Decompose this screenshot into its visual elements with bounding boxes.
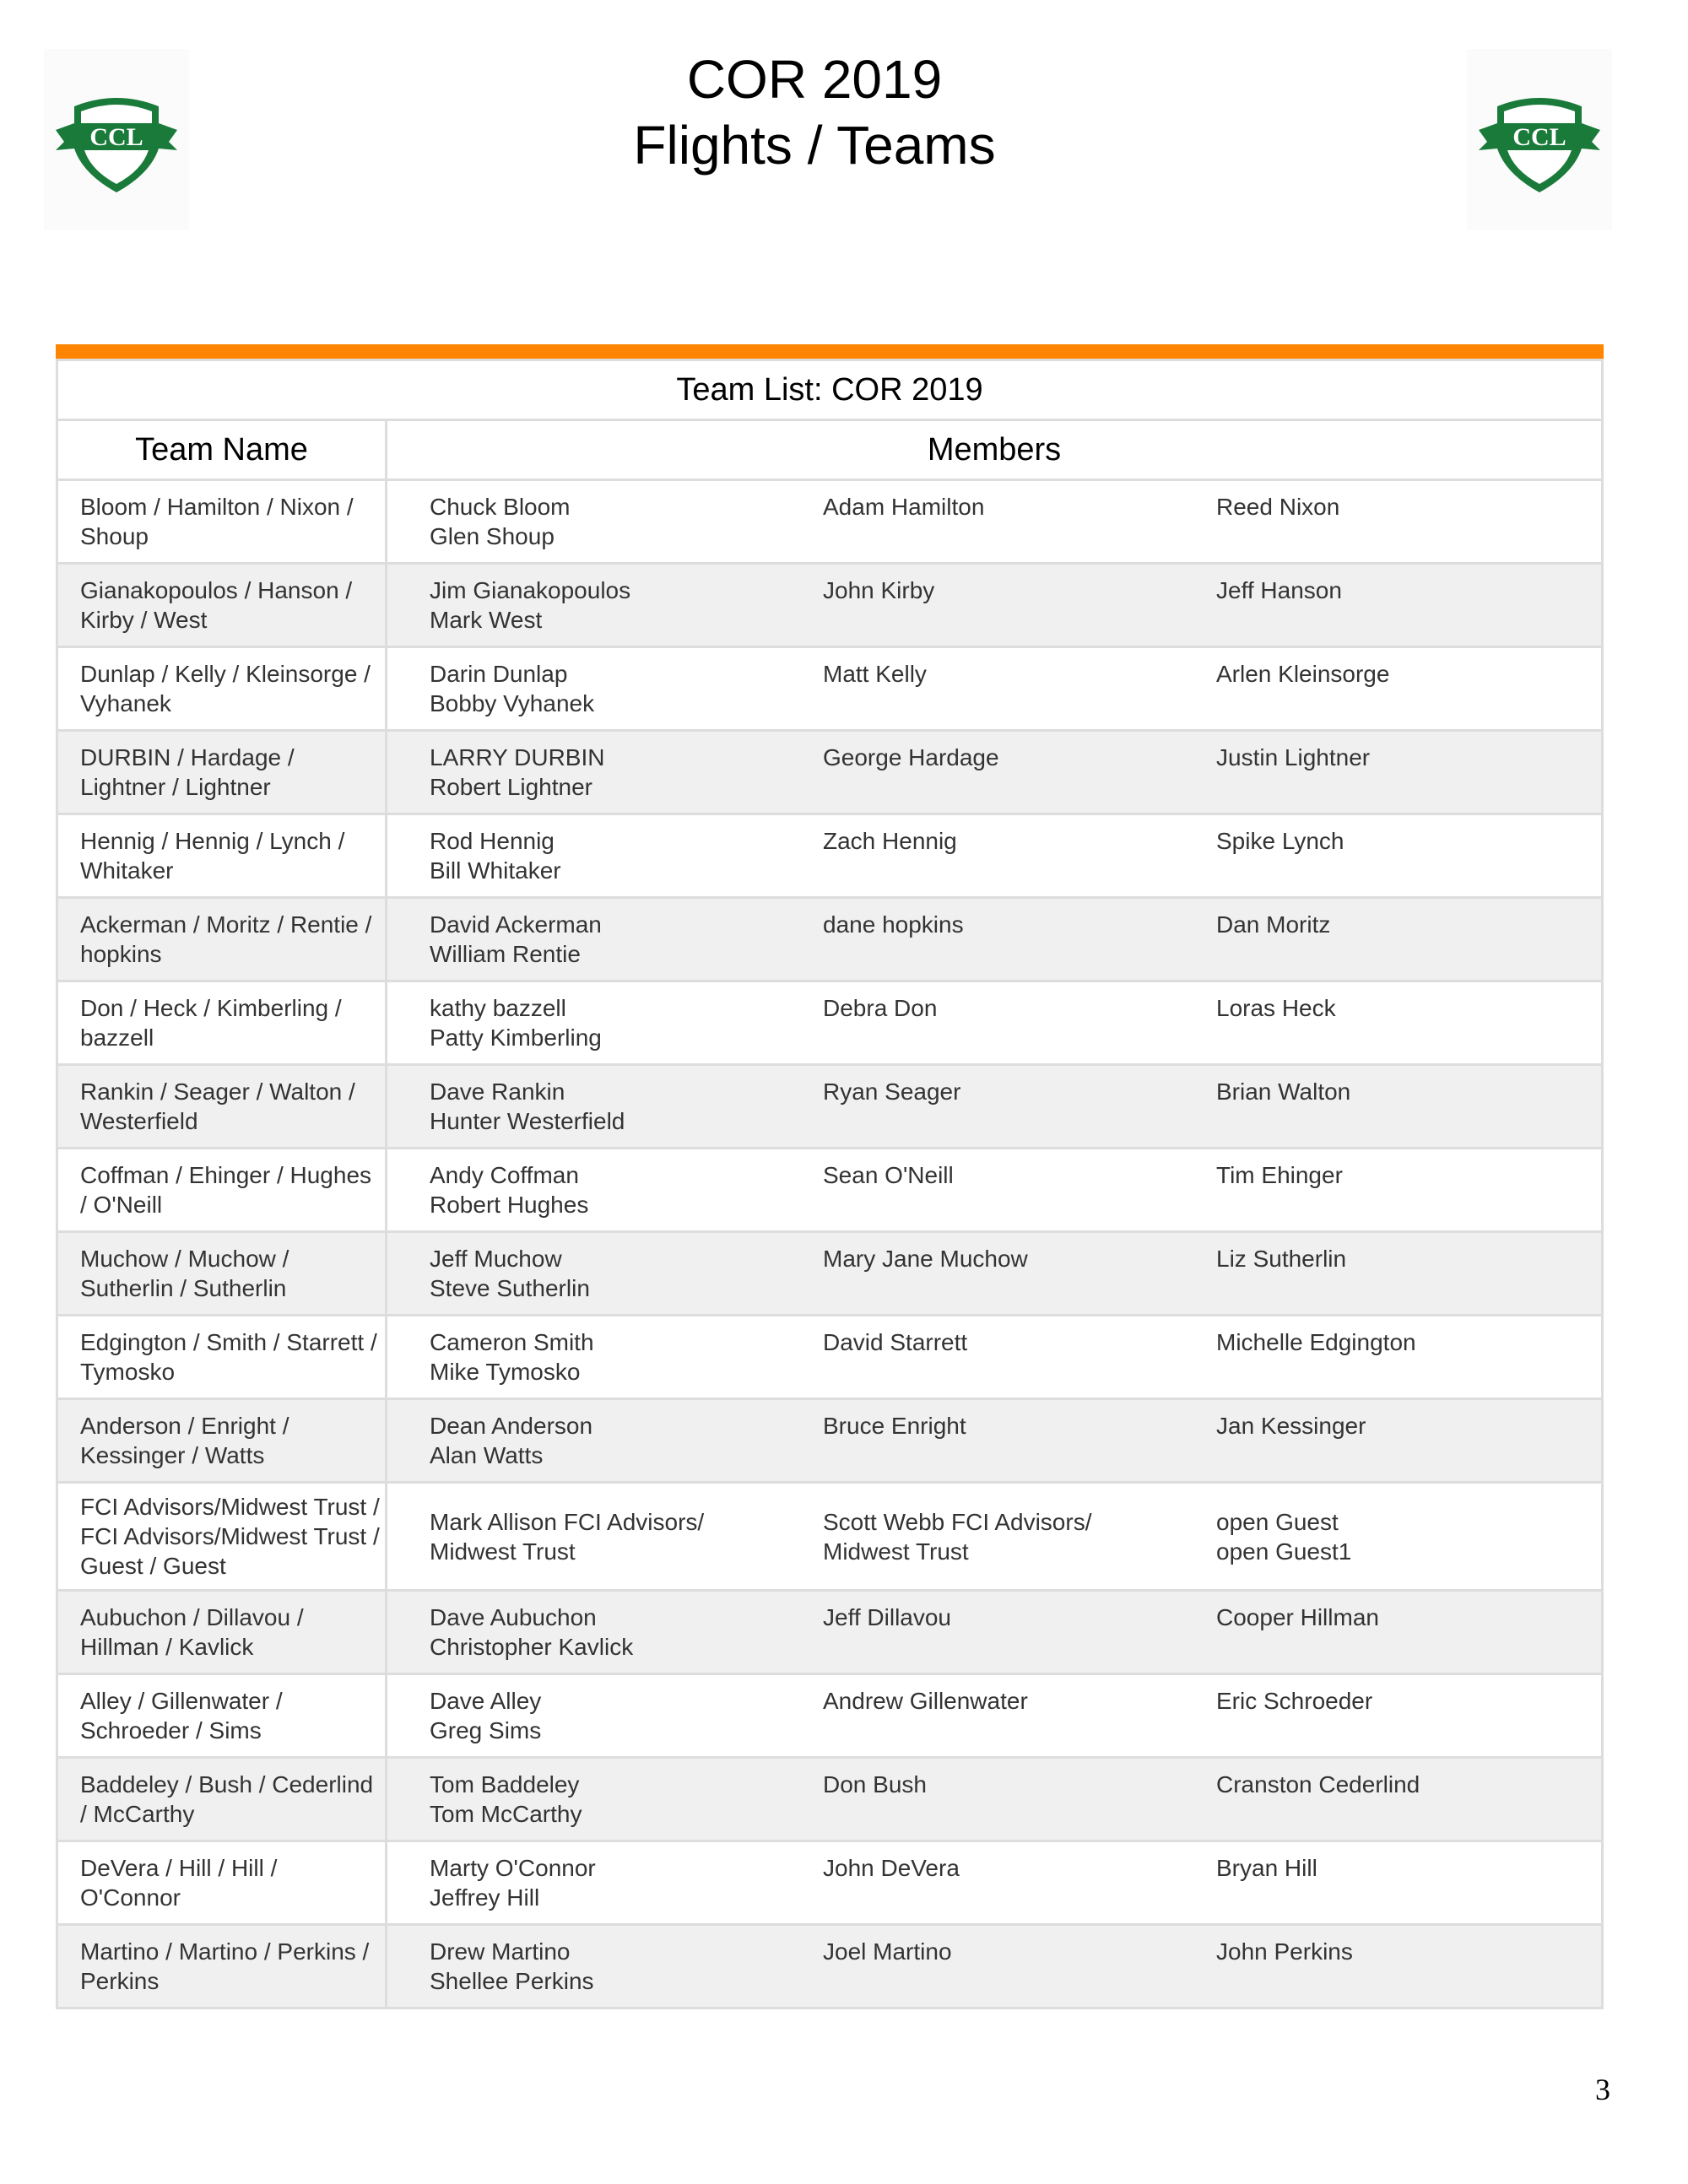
- member-name: Dave Aubuchon: [430, 1604, 597, 1630]
- member-name: Alan Watts: [430, 1442, 544, 1468]
- member-name: Darin Dunlap: [430, 661, 568, 687]
- member-name: Jeff Muchow: [430, 1246, 562, 1272]
- member-name: Shellee Perkins: [430, 1968, 594, 1994]
- member-column: [781, 1077, 1174, 1136]
- member-name: Matt Kelly: [823, 661, 927, 687]
- member-name: Spike Lynch: [1216, 828, 1344, 854]
- member-column: [387, 1937, 781, 1996]
- member-name: Scott Webb FCI Advisors/: [823, 1508, 1092, 1535]
- title-line-1: COR 2019: [686, 49, 943, 110]
- member-column: [387, 1853, 781, 1912]
- member-column: [781, 826, 1174, 885]
- member-column: [781, 743, 1174, 802]
- member-name: Liz Sutherlin: [1216, 1246, 1347, 1272]
- table-row: [57, 480, 1603, 564]
- member-name: Don Bush: [823, 1771, 927, 1797]
- member-name: Drew Martino: [430, 1938, 571, 1965]
- member-name: Bobby Vyhanek: [430, 690, 595, 716]
- member-column: [387, 576, 781, 635]
- member-name: Chuck Bloom: [430, 494, 571, 520]
- member-name: Cameron Smith: [430, 1329, 594, 1355]
- member-name: Mary Jane Muchow: [823, 1246, 1028, 1272]
- member-name: Patty Kimberling: [430, 1024, 602, 1051]
- team-name: Baddeley / Bush / Cederlind / McCarthy: [57, 1758, 387, 1841]
- svg-text:CCL: CCL: [1512, 123, 1566, 151]
- member-name: Jeff Hanson: [1216, 577, 1342, 603]
- member-name: Adam Hamilton: [823, 494, 985, 520]
- page-number: 3: [1595, 2073, 1610, 2106]
- member-name: Tom Baddeley: [430, 1771, 580, 1797]
- member-name: Marty O'Connor: [430, 1855, 596, 1881]
- table-row: [57, 1841, 1603, 1925]
- member-name: David Ackerman: [430, 911, 602, 938]
- team-name: FCI Advisors/Midwest Trust / FCI Advisors/Midwest Trust / Guest / Guest: [57, 1483, 387, 1591]
- team-name: Don / Heck / Kimberling / bazzell: [57, 981, 387, 1065]
- member-column: [387, 1411, 781, 1470]
- member-name: Cranston Cederlind: [1216, 1771, 1420, 1797]
- member-column: [1174, 910, 1567, 969]
- member-name: Tim Ehinger: [1216, 1162, 1343, 1188]
- member-name: Eric Schroeder: [1216, 1688, 1373, 1714]
- member-name: Jeff Dillavou: [823, 1604, 952, 1630]
- member-name: Ryan Seager: [823, 1078, 961, 1105]
- team-members: [387, 1483, 1603, 1591]
- member-column: [781, 1603, 1174, 1662]
- table-row: [57, 1674, 1603, 1758]
- team-list-table: [56, 359, 1604, 2009]
- member-column: [1174, 1411, 1567, 1470]
- member-column: [1174, 1160, 1567, 1219]
- team-name: Aubuchon / Dillavou / Hillman / Kavlick: [57, 1591, 387, 1674]
- team-list-table-container: [56, 344, 1604, 2009]
- member-column: [781, 492, 1174, 551]
- table-row: [57, 647, 1603, 731]
- team-members: [387, 1841, 1603, 1925]
- member-name: Mike Tymosko: [430, 1359, 581, 1385]
- table-row: [57, 1232, 1603, 1316]
- table-row: [57, 981, 1603, 1065]
- member-column: [781, 910, 1174, 969]
- member-name: Steve Sutherlin: [430, 1275, 590, 1301]
- table-row: [57, 1483, 1603, 1591]
- team-members: [387, 480, 1603, 564]
- title-line-2: Flights / Teams: [633, 115, 996, 176]
- member-name: Brian Walton: [1216, 1078, 1351, 1105]
- team-members: [387, 1925, 1603, 2008]
- team-members: [387, 814, 1603, 898]
- member-column: [781, 993, 1174, 1052]
- member-column: [1174, 826, 1567, 885]
- member-column: [1174, 576, 1567, 635]
- member-column: [781, 1853, 1174, 1912]
- team-name: Dunlap / Kelly / Kleinsorge / Vyhanek: [57, 647, 387, 731]
- table-caption: Team List: COR 2019: [57, 360, 1603, 420]
- member-column: [1174, 1077, 1567, 1136]
- member-name: Christopher Kavlick: [430, 1634, 634, 1660]
- member-name: Zach Hennig: [823, 828, 957, 854]
- member-name: Mark West: [430, 607, 543, 633]
- team-members: [387, 1758, 1603, 1841]
- member-column: [387, 1686, 781, 1745]
- member-name: open Guest1: [1216, 1538, 1352, 1565]
- team-name: Anderson / Enright / Kessinger / Watts: [57, 1399, 387, 1483]
- member-column: [781, 1244, 1174, 1303]
- member-name: Rod Hennig: [430, 828, 555, 854]
- member-column: [387, 1244, 781, 1303]
- svg-text:CCL: CCL: [89, 123, 143, 151]
- member-name: Michelle Edgington: [1216, 1329, 1416, 1355]
- member-name: kathy bazzell: [430, 995, 566, 1021]
- member-name: Joel Martino: [823, 1938, 952, 1965]
- member-name: Andrew Gillenwater: [823, 1688, 1028, 1714]
- team-name: Rankin / Seager / Walton / Westerfield: [57, 1065, 387, 1149]
- table-row: [57, 814, 1603, 898]
- team-members: [387, 647, 1603, 731]
- member-name: Andy Coffman: [430, 1162, 579, 1188]
- member-column: [781, 1507, 1174, 1566]
- member-name: Arlen Kleinsorge: [1216, 661, 1390, 687]
- member-name: Glen Shoup: [430, 523, 555, 549]
- member-name: Midwest Trust: [430, 1538, 576, 1565]
- member-name: Mark Allison FCI Advisors/: [430, 1508, 705, 1535]
- member-column: [387, 743, 781, 802]
- member-name: John Kirby: [823, 577, 935, 603]
- member-column: [781, 1411, 1174, 1470]
- member-name: Justin Lightner: [1216, 744, 1371, 770]
- member-name: John DeVera: [823, 1855, 960, 1881]
- member-column: [387, 1160, 781, 1219]
- column-header-members: Members: [387, 420, 1603, 480]
- member-column: [387, 1507, 781, 1566]
- member-column: [387, 1327, 781, 1387]
- member-column: [1174, 492, 1567, 551]
- team-members: [387, 1149, 1603, 1232]
- team-members: [387, 898, 1603, 981]
- member-column: [781, 659, 1174, 718]
- member-column: [1174, 1603, 1567, 1662]
- team-name: Muchow / Muchow / Sutherlin / Sutherlin: [57, 1232, 387, 1316]
- member-name: LARRY DURBIN: [430, 744, 605, 770]
- table-row: [57, 731, 1603, 814]
- team-members: [387, 1316, 1603, 1399]
- member-column: [781, 1770, 1174, 1829]
- member-column: [1174, 1853, 1567, 1912]
- member-column: [781, 1937, 1174, 1996]
- member-name: George Hardage: [823, 744, 999, 770]
- table-row: [57, 1065, 1603, 1149]
- table-row: [57, 564, 1603, 647]
- accent-bar: [56, 344, 1604, 359]
- member-column: [781, 1327, 1174, 1387]
- team-members: [387, 731, 1603, 814]
- member-column: [387, 492, 781, 551]
- team-name: Gianakopoulos / Hanson / Kirby / West: [57, 564, 387, 647]
- member-column: [387, 1770, 781, 1829]
- team-name: Coffman / Ehinger / Hughes / O'Neill: [57, 1149, 387, 1232]
- member-column: [781, 1686, 1174, 1745]
- member-name: David Starrett: [823, 1329, 968, 1355]
- member-name: Greg Sims: [430, 1717, 542, 1743]
- member-name: Dan Moritz: [1216, 911, 1331, 938]
- member-name: Bruce Enright: [823, 1413, 966, 1439]
- table-row: [57, 1149, 1603, 1232]
- member-name: Loras Heck: [1216, 995, 1336, 1021]
- team-members: [387, 564, 1603, 647]
- table-row: [57, 1925, 1603, 2008]
- member-name: Cooper Hillman: [1216, 1604, 1379, 1630]
- team-members: [387, 981, 1603, 1065]
- member-column: [387, 1077, 781, 1136]
- member-name: Debra Don: [823, 995, 938, 1021]
- member-name: Dave Alley: [430, 1688, 542, 1714]
- table-row: [57, 1591, 1603, 1674]
- member-column: [1174, 1686, 1567, 1745]
- member-name: William Rentie: [430, 941, 581, 967]
- member-name: Reed Nixon: [1216, 494, 1340, 520]
- member-column: [1174, 1937, 1567, 1996]
- member-column: [781, 576, 1174, 635]
- member-column: [1174, 993, 1567, 1052]
- team-name: Ackerman / Moritz / Rentie / hopkins: [57, 898, 387, 981]
- team-name: Bloom / Hamilton / Nixon / Shoup: [57, 480, 387, 564]
- member-name: Midwest Trust: [823, 1538, 969, 1565]
- member-column: [1174, 1507, 1567, 1566]
- table-row: [57, 1399, 1603, 1483]
- team-name: DeVera / Hill / Hill / O'Connor: [57, 1841, 387, 1925]
- member-column: [387, 826, 781, 885]
- member-name: open Guest: [1216, 1508, 1339, 1535]
- team-name: Hennig / Hennig / Lynch / Whitaker: [57, 814, 387, 898]
- team-name: DURBIN / Hardage / Lightner / Lightner: [57, 731, 387, 814]
- member-column: [387, 1603, 781, 1662]
- team-name: Edgington / Smith / Starrett / Tymosko: [57, 1316, 387, 1399]
- member-name: Dean Anderson: [430, 1413, 593, 1439]
- member-name: John Perkins: [1216, 1938, 1353, 1965]
- team-name: Martino / Martino / Perkins / Perkins: [57, 1925, 387, 2008]
- member-name: Jim Gianakopoulos: [430, 577, 631, 603]
- team-members: [387, 1232, 1603, 1316]
- member-name: Hunter Westerfield: [430, 1108, 625, 1134]
- member-name: Tom McCarthy: [430, 1801, 582, 1827]
- member-name: Robert Lightner: [430, 774, 593, 800]
- table-row: [57, 898, 1603, 981]
- table-row: [57, 1758, 1603, 1841]
- team-members: [387, 1674, 1603, 1758]
- member-name: Robert Hughes: [430, 1192, 589, 1218]
- member-column: [1174, 1244, 1567, 1303]
- member-column: [1174, 659, 1567, 718]
- team-members: [387, 1399, 1603, 1483]
- member-column: [1174, 743, 1567, 802]
- table-row: [57, 1316, 1603, 1399]
- member-name: Sean O'Neill: [823, 1162, 954, 1188]
- column-header-team-name: Team Name: [57, 420, 387, 480]
- member-name: Jeffrey Hill: [430, 1884, 540, 1911]
- member-column: [781, 1160, 1174, 1219]
- member-column: [387, 993, 781, 1052]
- member-name: Dave Rankin: [430, 1078, 565, 1105]
- team-members: [387, 1065, 1603, 1149]
- member-column: [387, 659, 781, 718]
- member-name: Jan Kessinger: [1216, 1413, 1366, 1439]
- team-name: Alley / Gillenwater / Schroeder / Sims: [57, 1674, 387, 1758]
- page-title: [0, 46, 1629, 178]
- member-column: [387, 910, 781, 969]
- member-name: Bryan Hill: [1216, 1855, 1317, 1881]
- member-name: Bill Whitaker: [430, 857, 561, 884]
- team-members: [387, 1591, 1603, 1674]
- member-column: [1174, 1770, 1567, 1829]
- member-name: dane hopkins: [823, 911, 964, 938]
- member-column: [1174, 1327, 1567, 1387]
